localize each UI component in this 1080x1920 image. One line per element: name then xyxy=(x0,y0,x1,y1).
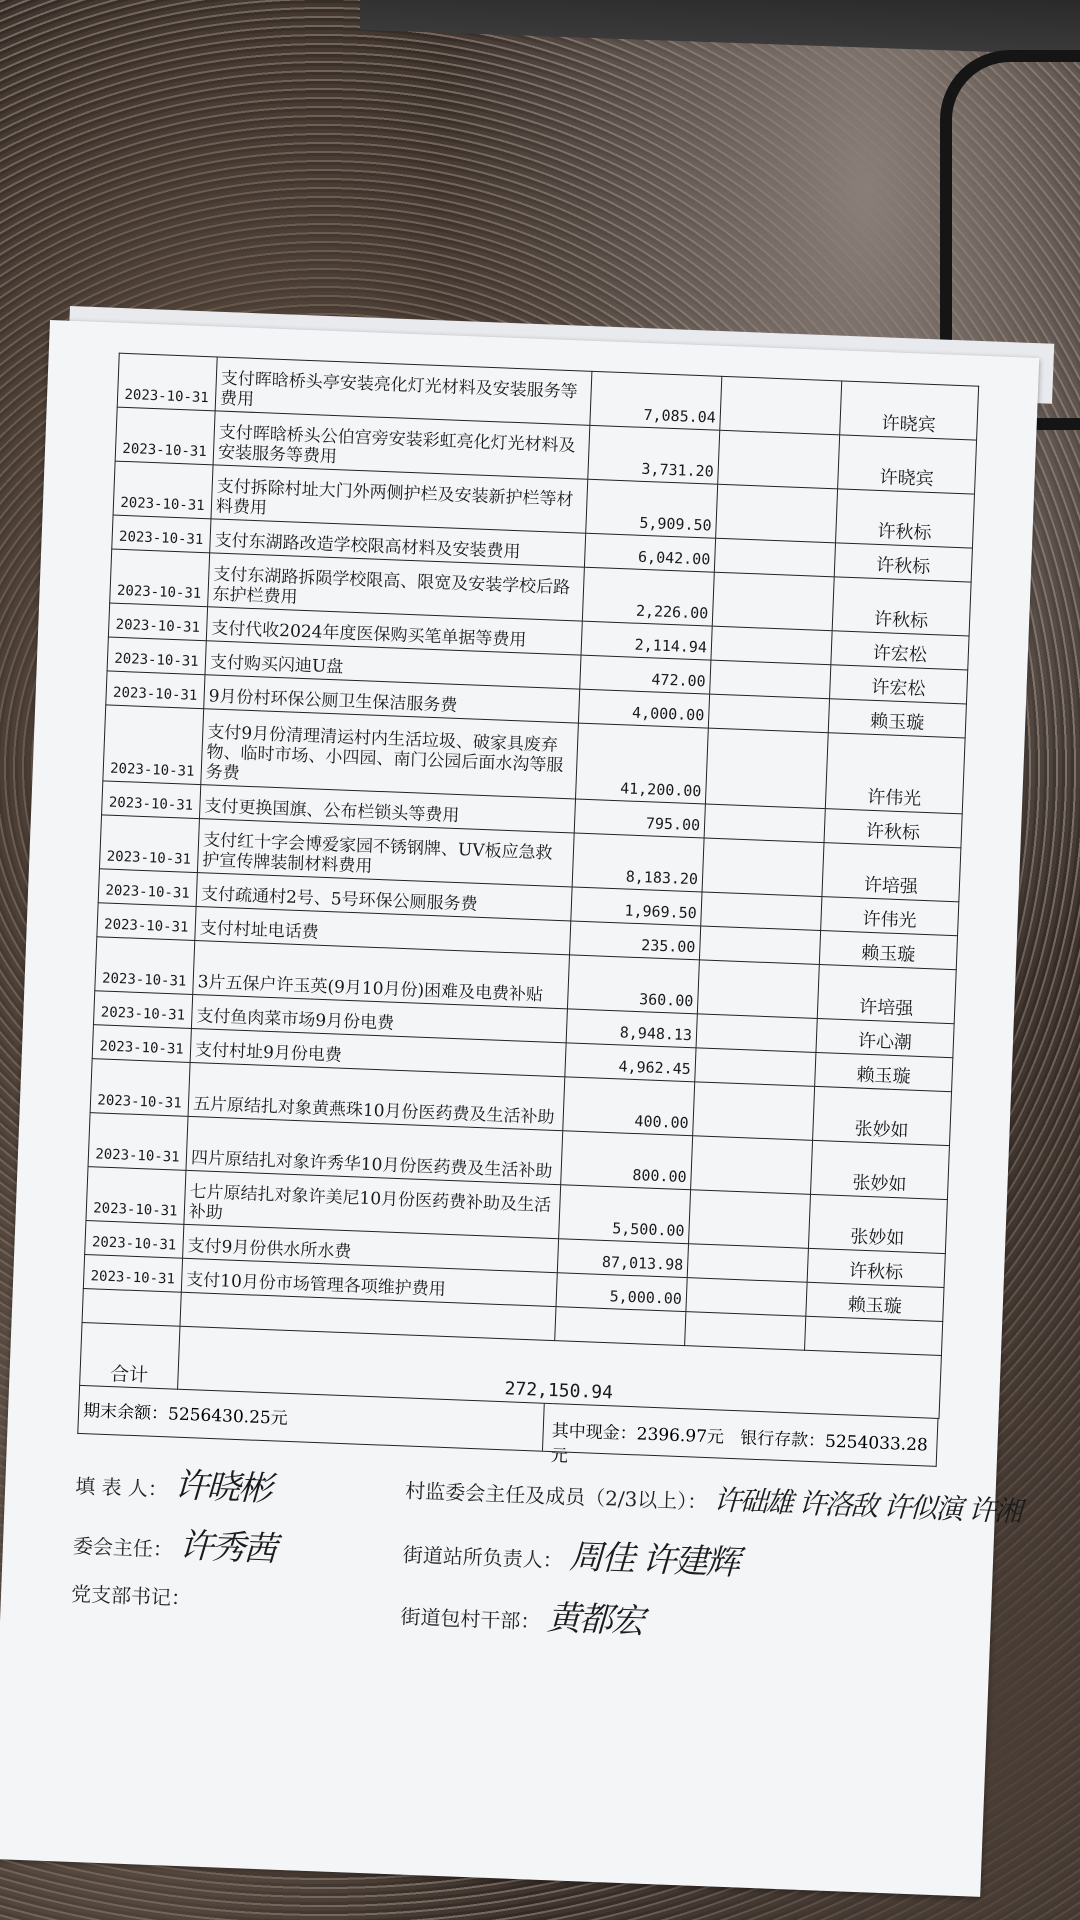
blank-cell xyxy=(699,926,820,965)
chair-signature: 许秀茜 xyxy=(178,1525,277,1570)
amount-cell: 4,962.45 xyxy=(565,1043,696,1082)
description-cell: 支付购买闪迪U盘 xyxy=(205,641,581,689)
handler-name-cell: 张妙如 xyxy=(813,1086,952,1145)
description-cell: 支付村址9月份电费 xyxy=(190,1028,566,1076)
blank-cell xyxy=(704,804,825,843)
date-cell: 2023-10-31 xyxy=(103,705,204,785)
date-cell: 2023-10-31 xyxy=(98,869,197,907)
station-label: 街道站所负责人： xyxy=(402,1542,564,1573)
blank-cell xyxy=(716,484,838,543)
handler-name-cell: 许晓宾 xyxy=(840,381,979,440)
date-cell xyxy=(82,1288,181,1326)
description-cell: 支付红十字会博爱家园不锈钢牌、UV板应急救护宣传牌装制材料费用 xyxy=(197,819,574,887)
blank-cell xyxy=(702,838,824,897)
signature-area xyxy=(69,1448,1021,1681)
handler-name-cell: 许晓宾 xyxy=(838,435,977,494)
description-cell: 支付代收2024年度医保购买笔单据等费用 xyxy=(206,607,582,655)
handler-name-cell: 赖玉璇 xyxy=(828,699,966,738)
handler-name-cell: 许秋标 xyxy=(824,809,962,848)
blank-cell xyxy=(696,1014,817,1053)
blank-cell xyxy=(708,694,829,733)
cash-amount: 其中现金：2396.97元 xyxy=(551,1421,725,1448)
blank-cell xyxy=(712,572,834,631)
amount-cell: 2,226.00 xyxy=(582,567,714,626)
handler-name-cell: 许秋标 xyxy=(807,1248,945,1287)
description-cell: 3片五保户许玉英(9月10月份)困难及电费补贴 xyxy=(193,941,570,1009)
blank-cell xyxy=(714,538,835,577)
ending-balance: 期末余额：5256430.25元 xyxy=(78,1386,545,1451)
amount-cell: 5,500.00 xyxy=(559,1185,691,1244)
handler-name-cell: 许培强 xyxy=(822,843,961,902)
handler-name-cell: 许秋标 xyxy=(834,543,972,582)
handler-name-cell: 许伟光 xyxy=(821,897,959,936)
blank-cell xyxy=(705,728,828,809)
ledger-sheet xyxy=(0,320,1039,1897)
blank-cell xyxy=(718,430,840,489)
preparer-label: 填 表 人： xyxy=(74,1473,169,1502)
amount-cell: 87,013.98 xyxy=(557,1239,688,1278)
description-cell: 五片原结扎对象黄燕珠10月份医药费及生活补助 xyxy=(188,1062,565,1130)
blank-cell xyxy=(693,1082,815,1141)
handler-name-cell: 赖玉璇 xyxy=(815,1052,953,1091)
handler-name-cell: 张妙如 xyxy=(810,1140,949,1199)
date-cell: 2023-10-31 xyxy=(99,815,199,873)
description-cell: 支付9月份供水所水费 xyxy=(183,1224,559,1272)
amount-cell: 472.00 xyxy=(580,655,711,694)
amount-cell: 800.00 xyxy=(561,1131,693,1190)
description-cell: 支付晖晗桥头亭安装亮化灯光材料及安装服务等费用 xyxy=(215,357,592,425)
amount-cell: 3,731.20 xyxy=(588,425,720,484)
preparer-line xyxy=(75,1454,272,1510)
total-amount: 272,150.94 xyxy=(178,1326,942,1418)
blank-cell xyxy=(691,1136,813,1195)
handler-name-cell: 许秋标 xyxy=(832,577,971,636)
date-cell: 2023-10-31 xyxy=(106,671,205,709)
date-cell: 2023-10-31 xyxy=(90,1059,190,1117)
blank-cell xyxy=(689,1190,811,1249)
handler-name-cell: 许宏松 xyxy=(831,631,969,670)
description-cell: 支付10月份市场管理各项维护费用 xyxy=(181,1258,557,1306)
chair-label: 委会主任： xyxy=(72,1533,174,1562)
sheet-content xyxy=(69,353,1021,1681)
handler-name-cell xyxy=(805,1316,943,1355)
amount-cell: 795.00 xyxy=(574,799,705,838)
blank-cell xyxy=(711,626,832,665)
amount-cell: 2,114.94 xyxy=(581,621,712,660)
blank-cell xyxy=(685,1312,806,1351)
station-signature: 周佳 许建辉 xyxy=(568,1536,739,1584)
handler-name-cell: 许培强 xyxy=(817,965,956,1024)
date-cell: 2023-10-31 xyxy=(83,1255,182,1293)
amount-cell: 1,969.50 xyxy=(571,887,702,926)
blank-cell xyxy=(710,660,831,699)
description-cell: 支付晖晗桥头公伯宫旁安装彩虹亮化灯光材料及安装服务等费用 xyxy=(213,411,590,479)
date-cell: 2023-10-31 xyxy=(97,903,196,941)
description-cell: 支付东湖路改造学校限高材料及安装费用 xyxy=(210,519,586,567)
handler-name-cell: 张妙如 xyxy=(808,1194,947,1253)
amount-cell: 235.00 xyxy=(570,921,701,960)
date-cell: 2023-10-31 xyxy=(110,549,210,607)
party-secretary-label: 党支部书记： xyxy=(70,1581,192,1611)
committee-label: 村监委会主任及成员（2/3以上）： xyxy=(404,1478,708,1515)
date-cell: 2023-10-31 xyxy=(95,937,195,995)
cadre-line xyxy=(400,1584,644,1642)
description-cell: 支付9月份清理清运村内生活垃圾、破家具废弃物、临时市场、小四园、南门公园后面水沟等服务费 xyxy=(201,709,579,799)
date-cell: 2023-10-31 xyxy=(113,461,213,519)
amount-cell: 8,183.20 xyxy=(572,833,704,892)
description-cell: 支付鱼肉菜市场9月份电费 xyxy=(191,994,567,1042)
party-secretary-line xyxy=(71,1578,192,1612)
description-cell: 支付东湖路拆陨学校限高、限宽及安装学校后路东护栏费用 xyxy=(208,553,585,621)
total-label: 合计 xyxy=(80,1322,180,1389)
date-cell: 2023-10-31 xyxy=(92,1025,191,1063)
handler-name-cell: 许宏松 xyxy=(830,665,968,704)
date-cell: 2023-10-31 xyxy=(108,603,207,641)
amount-cell: 400.00 xyxy=(563,1077,695,1136)
cadre-label: 街道包村干部： xyxy=(400,1604,541,1634)
blank-cell xyxy=(687,1244,808,1283)
description-cell: 9月份村环保公厕卫生保洁服务费 xyxy=(204,675,580,723)
chair-line xyxy=(72,1514,276,1571)
handler-name-cell: 许心潮 xyxy=(816,1018,954,1057)
description-cell: 四片原结扎对象许秀华10月份医药费及生活补助 xyxy=(186,1116,563,1184)
blank-cell xyxy=(720,376,842,435)
expense-table-body xyxy=(82,353,979,1355)
date-cell: 2023-10-31 xyxy=(117,353,217,411)
date-cell: 2023-10-31 xyxy=(115,407,215,465)
expense-table xyxy=(79,353,979,1419)
amount-cell: 5,000.00 xyxy=(556,1273,687,1312)
amount-cell: 7,085.04 xyxy=(590,371,722,430)
amount-cell xyxy=(555,1307,686,1346)
date-cell: 2023-10-31 xyxy=(102,781,201,819)
committee-line xyxy=(405,1467,1021,1531)
laptop-edge xyxy=(360,0,1080,55)
handler-name-cell: 许伟光 xyxy=(825,733,965,814)
amount-cell: 6,042.00 xyxy=(584,533,715,572)
date-cell: 2023-10-31 xyxy=(86,1167,186,1225)
committee-signature: 许础雄 许洛敌 许似演 许湘 xyxy=(713,1483,1021,1529)
description-cell: 支付拆除村址大门外两侧护栏及安装新护栏等材料费用 xyxy=(211,465,588,533)
handler-name-cell: 许秋标 xyxy=(836,489,975,548)
bank-amount: 银行存款：5254033.28元 xyxy=(550,1428,929,1467)
blank-cell xyxy=(695,1048,816,1087)
date-cell: 2023-10-31 xyxy=(93,991,192,1029)
date-cell: 2023-10-31 xyxy=(88,1113,188,1171)
date-cell: 2023-10-31 xyxy=(112,515,211,553)
handler-name-cell: 赖玉璇 xyxy=(819,931,957,970)
cadre-signature: 黄都宏 xyxy=(546,1598,644,1642)
description-cell: 七片原结扎对象许美尼10月份医药费补助及生活补助 xyxy=(184,1170,561,1238)
date-cell: 2023-10-31 xyxy=(85,1221,184,1259)
blank-cell xyxy=(697,960,819,1019)
date-cell: 2023-10-31 xyxy=(107,637,206,675)
handler-name-cell: 赖玉璇 xyxy=(806,1282,944,1321)
amount-cell: 360.00 xyxy=(567,955,699,1014)
amount-cell: 8,948.13 xyxy=(566,1009,697,1048)
amount-cell: 41,200.00 xyxy=(575,723,708,804)
station-line xyxy=(402,1522,739,1584)
blank-cell xyxy=(701,892,822,931)
description-cell: 支付更换国旗、公布栏锁头等费用 xyxy=(199,785,575,833)
preparer-signature: 许晓彬 xyxy=(173,1465,272,1510)
description-cell: 支付村址电话费 xyxy=(195,907,571,955)
amount-cell: 4,000.00 xyxy=(578,689,709,728)
description-cell: 支付疏通村2号、5号环保公厕服务费 xyxy=(196,873,572,921)
blank-cell xyxy=(686,1278,807,1317)
amount-cell: 5,909.50 xyxy=(586,479,718,538)
